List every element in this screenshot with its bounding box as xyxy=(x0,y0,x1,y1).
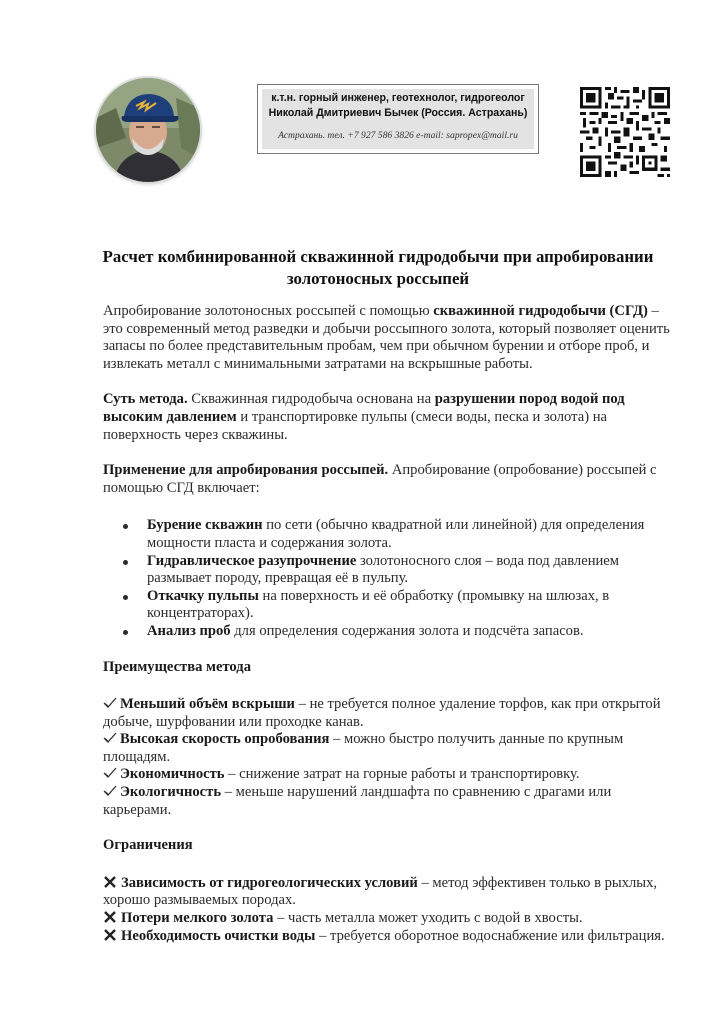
list-item: Необходимость очистки воды – требуется оборотное водоснабжение или фильтрация. xyxy=(103,928,673,946)
limitations-list xyxy=(103,875,673,945)
application-paragraph: Применение для апробирования россыпей. Апробирование (опробование) россыпей с помощью СГД включает: xyxy=(103,462,657,496)
author-name: Николай Дмитриевич Бычек (Россия. Астрахань) xyxy=(268,107,528,119)
author-header-box xyxy=(257,84,539,154)
check-icon xyxy=(103,784,120,802)
steps-list xyxy=(103,517,673,640)
list-item: Зависимость от гидрогеологических условий – метод эффективен только в рыхлых, хорошо размываемых породах. xyxy=(103,874,658,909)
cross-icon xyxy=(103,875,121,893)
list-item: Потери мелкого золота – часть металла может уходить с водой в хвосты. xyxy=(103,910,673,928)
check-icon xyxy=(103,731,120,749)
list-item: Анализ проб для определения содержания золота и подсчёта запасов. xyxy=(147,623,673,641)
check-icon xyxy=(103,696,120,714)
check-icon xyxy=(103,766,120,784)
document-body xyxy=(103,303,673,945)
author-contacts: Астрахань. тел. +7 927 586 3826 e-mail: sapropex@mail.ru xyxy=(278,130,518,141)
cross-icon xyxy=(103,928,121,946)
author-photo xyxy=(96,78,200,182)
list-item: Высокая скорость опробования – можно быстро получить данные по крупным площадям. xyxy=(103,731,624,765)
qr-code xyxy=(580,87,670,177)
intro-paragraph: Апробирование золотоносных россыпей с помощью скважинной гидродобычи (СГД) – это современный метод разведки и добычи россыпного золота, который позволяет оценить запасы по более представительным пробам, чем при обычном бурении и отборе проб, и извлекать металл с минимальными затратами на вскрышные работы. xyxy=(103,303,670,372)
essence-paragraph: Суть метода. Скважинная гидродобыча основана на разрушении пород водой под высоким давлением и транспортировке пульпы (смеси воды, песка и золота) на поверхность через скважины. xyxy=(103,391,625,443)
list-item: Откачку пульпы на поверхность и её обработку (промывку на шлюзах, в концентраторах). xyxy=(147,588,673,623)
cross-icon xyxy=(103,910,121,928)
list-item: Бурение скважин по сети (обычно квадратной или линейной) для определения мощности пласта и содержания золота. xyxy=(147,517,673,552)
list-item: Экологичность – меньше нарушений ландшафта по сравнению с драгами или карьерами. xyxy=(103,784,612,818)
list-item: Меньший объём вскрыши – не требуется полное удаление торфов, как при открытой добыче, шурфовании или проходке канав. xyxy=(103,696,661,730)
document-title: Расчет комбинированной скважинной гидродобычи при апробировании золотоносных россыпей xyxy=(102,247,654,288)
list-item: Экономичность – снижение затрат на горные работы и транспортировку. xyxy=(103,766,673,784)
advantages-heading: Преимущества метода xyxy=(103,658,251,675)
limitations-heading: Ограничения xyxy=(103,837,193,854)
advantages-list xyxy=(103,696,673,819)
author-credentials: к.т.н. горный инженер, геотехнолог, гидрогеолог xyxy=(271,92,525,104)
list-item: Гидравлическое разупрочнение золотоносного слоя – вода под давлением размывает породу, превращая её в пульпу. xyxy=(147,553,673,588)
